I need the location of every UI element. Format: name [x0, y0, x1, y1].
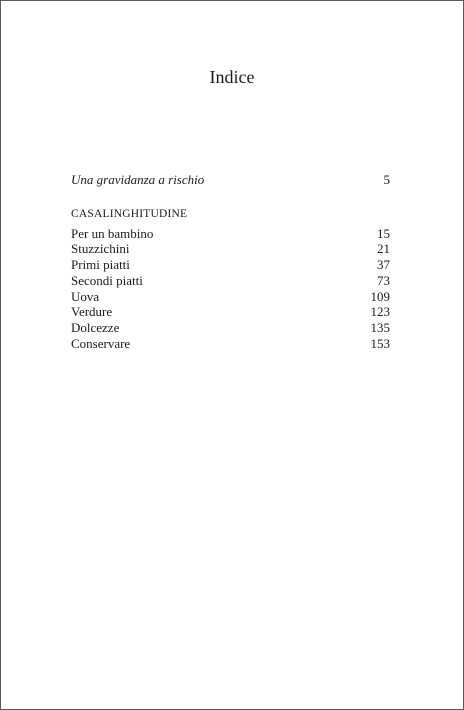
page-title: Indice	[209, 67, 255, 87]
toc-entry	[71, 320, 390, 336]
toc-entry	[71, 304, 390, 320]
toc-entry-page: 73	[377, 272, 390, 288]
toc-entry-label: Conservare	[71, 335, 131, 351]
section-heading: CASALINGHITUDINE	[71, 207, 188, 220]
table-of-contents	[71, 172, 390, 351]
toc-entry-label: Primi piatti	[71, 257, 130, 273]
toc-entry-page: 21	[377, 241, 390, 257]
toc-entry-page: 109	[370, 288, 390, 304]
toc-entry-label: Dolcezze	[71, 319, 120, 335]
toc-entry-label: Verdure	[71, 304, 113, 320]
toc-entry	[71, 336, 390, 352]
toc-entry-label: Una gravidanza a rischio	[71, 172, 205, 187]
toc-entry-page: 15	[377, 225, 390, 241]
toc-entry	[71, 273, 390, 289]
toc-entry-page: 5	[383, 172, 390, 187]
toc-entry-page: 37	[377, 257, 390, 273]
toc-entry	[71, 241, 390, 257]
toc-entry	[71, 257, 390, 273]
toc-entry-intro	[71, 172, 390, 188]
toc-entry-label: Per un bambino	[71, 225, 154, 241]
toc-entry-label: Stuzzichini	[71, 241, 130, 257]
toc-entry	[71, 226, 390, 242]
toc-entry-page: 123	[370, 304, 390, 320]
toc-entry-page: 153	[370, 335, 390, 351]
toc-entry	[71, 289, 390, 305]
toc-entry-label: Uova	[71, 288, 100, 304]
toc-entry-label: Secondi piatti	[71, 272, 143, 288]
toc-entry-page: 135	[370, 319, 390, 335]
